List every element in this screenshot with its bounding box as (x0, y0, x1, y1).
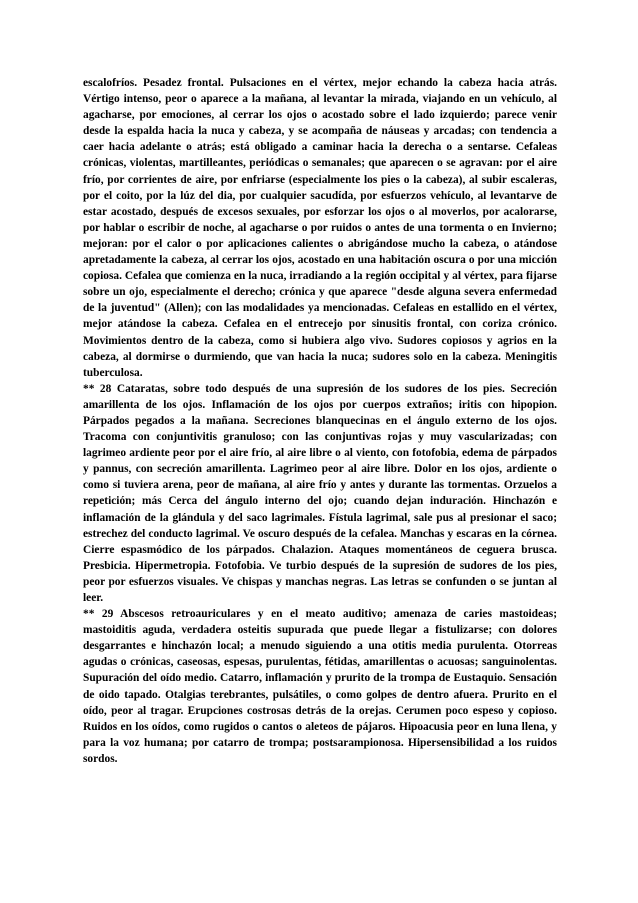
paragraph-head-symptoms: escalofríos. Pesadez frontal. Pulsaciones en el vértex, mejor echando la cabeza hacia atrás. Vértigo intenso, peor o aparece a la mañana, al levantar la mirada, viajando en un vehículo, al agacharse, por emociones, al cerrar los ojos o acostado sobre el lado izquierdo; parece venir desde la espalda hacia la nuca y cabeza, y se acompaña de náuseas y arcadas; con tendencia a caer hacia adelante o atrás; está obligado a caminar hacia la derecha o a sentarse. Cefaleas crónicas, violentas, martilleantes, periódicas o semanales; que aparecen o se agravan: por el aire frío, por corrientes de aire, por enfriarse (especialmente los pies o la cabeza), al subir escaleras, por el coito, por la lúz del dia, por cualquier sacudída, por esfuerzos vehículo, al levantarve de estar acostado, después de excesos sexuales, por esforzar los ojos o al moverlos, por acalorarse, por hablar o escribir de noche, al agacharse o por ruidos o antes de una tormenta o en Invierno; mejoran: por el calor o por aplicaciones calientes o abrigándose mucho la cabeza, o atándose apretadamente la cabeza, al cerrar los ojos, acostado en una habitación oscura o por una micción copiosa. Cefalea que comienza en la nuca, irradiando a la región occipital y al vértex, para fijarse sobre un ojo, especialmente el derecho; crónica y que aparece "desde alguna severa enfermedad de la juventud" (Allen); con las modalidades ya mencionadas. Cefaleas en estallido en el vértex, mejor atándose la cabeza. Cefalea en el entrecejo por sinusitis frontal, con coriza crónico. Movimientos dentro de la cabeza, como si hubiera algo vivo. Sudores copiosos y agrios en la cabeza, al dormirse o durmiendo, que van hacia la nuca; sudores solo en la cabeza. Meningitis tuberculosa. (83, 77, 557, 379)
paragraph-29-ears: ** 29 Abscesos retroauriculares y en el meato auditivo; amenaza de caries mastoideas; mastoiditis aguda, verdadera osteitis supurada que puede llegar a fistulizarse; con dolores desgarrantes e hinchazón local; a menudo siguiendo a una otitis media purulenta. Otorreas agudas o crónicas, caseosas, espesas, purulentas, fétidas, amarillentas o acuosas; sanguinolentas. Supuración del oído medio. Catarro, inflamación y prurito de la trompa de Eustaquio. Sensación de oido tapado. Otalgias terebrantes, pulsátiles, o como golpes de dentro afuera. Prurito en el oído, peor al tragar. Erupciones costrosas detrás de la orejas. Cerumen poco espeso y copioso. Ruidos en los oídos, como rugidos o cantos o aleteos de pájaros. Hipoacusia peor en luna llena, y para la voz humana; por catarro de trompa; postsarampionosa. Hipersensibilidad a los ruidos sordos. (83, 608, 557, 765)
document-page (83, 75, 557, 767)
paragraph-28-eyes: ** 28 Cataratas, sobre todo después de una supresión de los sudores de los pies. Secreción amarillenta de los ojos. Inflamación de los ojos por cuerpos extraños; iritis con hipopion. Párpados pegados a la mañana. Secreciones blanquecinas en el ángulo externo de los ojos. Tracoma con conjuntivitis granuloso; con las conjuntivas rojas y muy vascularizadas; con lagrimeo ardiente peor por el aire frío, al aire libre o al viento, con fotofobia, edema de párpados y pannus, con secreción amarillenta. Lagrimeo peor al aire libre. Dolor en los ojos, ardiente o como si tuviera arena, peor de mañana, al aire frío y antes y durante las tormentas. Orzuelos a repetición; más Cerca del ángulo interno del ojo; cuando dejan induración. Hinchazón e inflamación de la glándula y del saco lagrimales. Fístula lagrimal, sale pus al presionar el saco; estrechez del conducto lagrimal. Ve oscuro después de la cefalea. Manchas y escaras en la córnea. Cierre espasmódico de los párpados. Chalazion. Ataques momentáneos de ceguera brusca. Presbicia. Hipermetropia. Fotofobia. Ve turbio después de la supresión de sudores de los pies, peor por esfuerzos visuales. Ve chispas y manchas negras. Las letras se confunden o se juntan al leer. (83, 382, 557, 604)
